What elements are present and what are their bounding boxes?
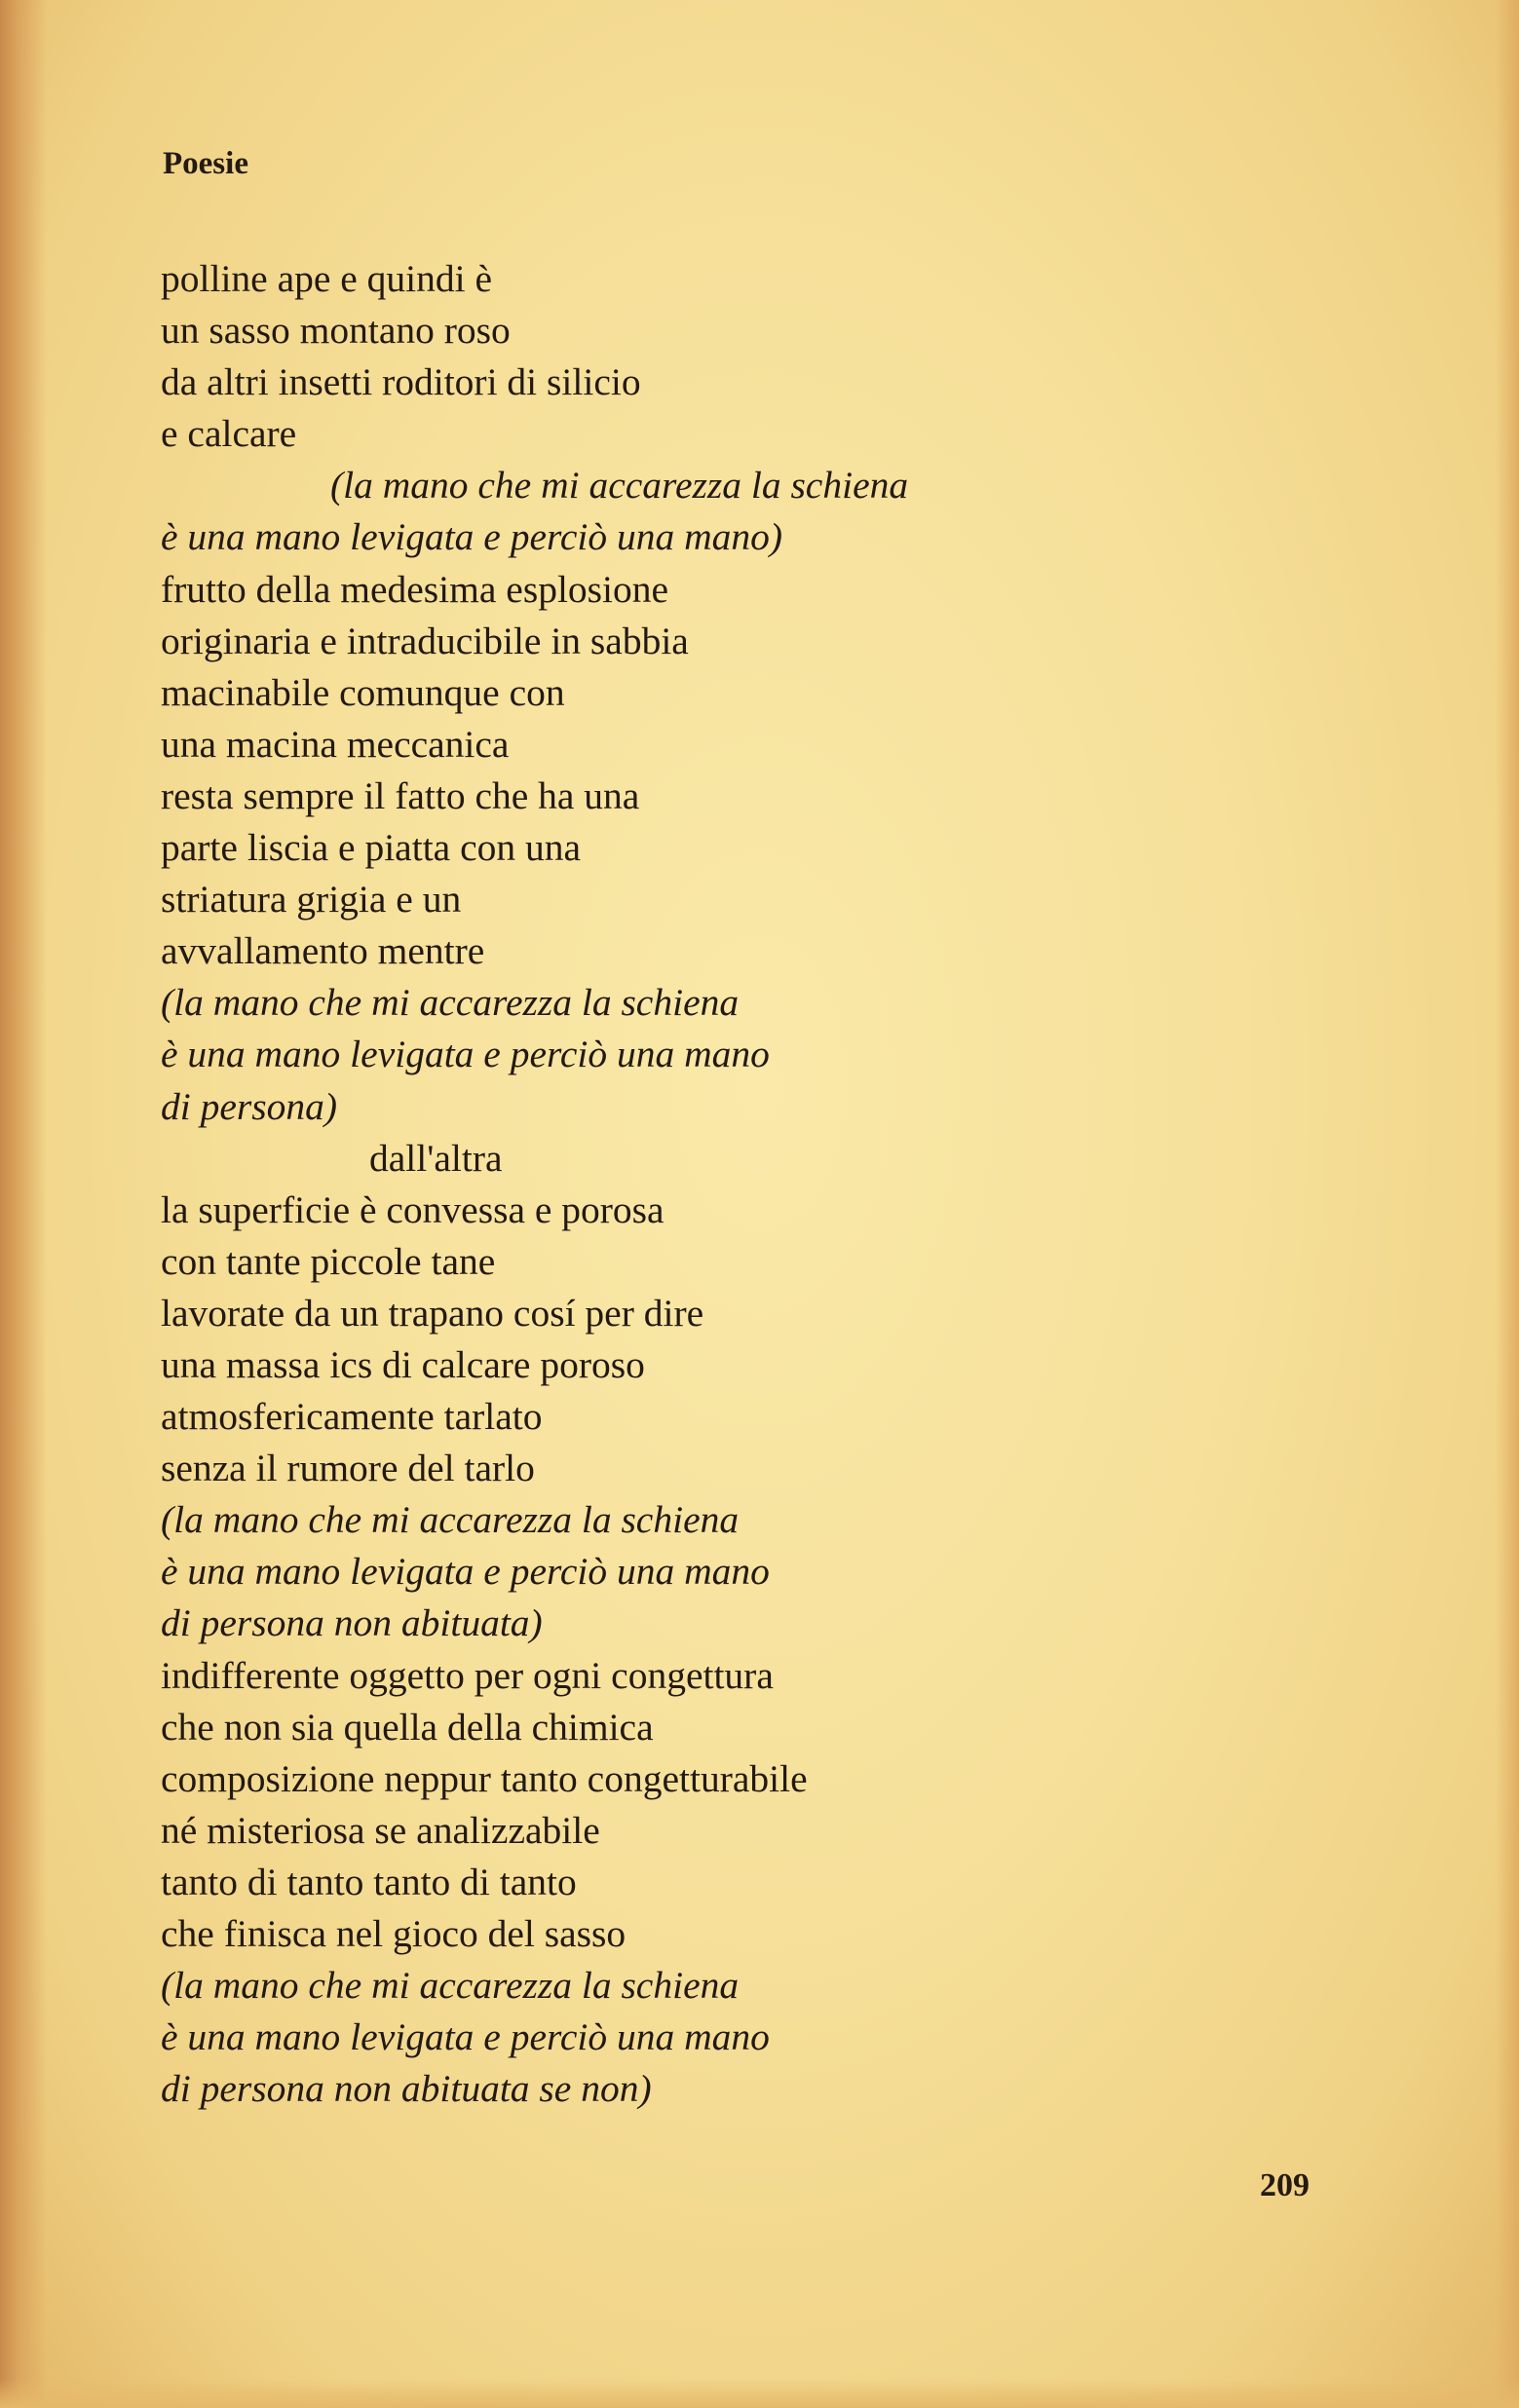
poem-line: atmosfericamente tarlato <box>161 1395 543 1439</box>
page-edge-left <box>0 0 47 2408</box>
poem-line: lavorate da un trapano cosí per dire <box>161 1291 704 1335</box>
page-edge-right <box>1496 0 1519 2408</box>
poem-refrain-line: (la mano che mi accarezza la schiena <box>161 1964 740 2008</box>
poem-line: originaria e intraducibile in sabbia <box>161 619 689 662</box>
poem-line: e calcare <box>161 412 297 456</box>
poem-line: una massa ics di calcare poroso <box>161 1342 645 1386</box>
poem-refrain-line: (la mano che mi accarezza la schiena <box>161 1498 740 1542</box>
poem-refrain-line: è una mano levigata e perciò una mano <box>161 1550 770 1594</box>
poem-line: macinabile comunque con <box>161 670 565 714</box>
poem-line: parte liscia e piatta con una <box>161 826 582 870</box>
poem-line: resta sempre il fatto che ha una <box>161 773 640 817</box>
poem-line: da altri insetti roditori di silicio <box>161 360 641 404</box>
poem-refrain-line: di persona non abituata se non) <box>161 2067 652 2111</box>
poem-refrain-line: (la mano che mi accarezza la schiena <box>161 981 740 1025</box>
poem-line: con tante piccole tane <box>161 1239 496 1283</box>
poem-line: che non sia quella della chimica <box>161 1705 654 1749</box>
poem-line: indifferente oggetto per ogni congettura <box>161 1653 774 1697</box>
poem-line: senza il rumore del tarlo <box>161 1447 535 1490</box>
poem-line: la superficie è convessa e porosa <box>161 1187 665 1231</box>
poem-body <box>161 253 1135 2115</box>
page-number: 209 <box>1260 2167 1310 2203</box>
running-header: Poesie <box>163 146 248 181</box>
poem-refrain-line: di persona) <box>161 1084 338 1128</box>
poem-line: tanto di tanto tanto di tanto <box>161 1860 577 1903</box>
poem-line: composizione neppur tanto congetturabile <box>161 1756 808 1800</box>
poem-refrain-line: (la mano che mi accarezza la schiena <box>330 464 909 508</box>
poem-line: polline ape e quindi è <box>161 257 493 300</box>
poem-line: che finisca nel gioco del sasso <box>161 1912 627 1955</box>
poem-line: un sasso montano roso <box>161 309 511 353</box>
page-edge-bottom <box>0 2379 1519 2408</box>
poem-refrain-line: è una mano levigata e perciò una mano <box>161 2015 770 2059</box>
poem-line: striatura grigia e un <box>161 878 462 922</box>
poem-refrain-line: è una mano levigata e perciò una mano) <box>161 515 783 559</box>
poem-line: frutto della medesima esplosione <box>161 567 669 611</box>
poem-line: una macina meccanica <box>161 722 510 766</box>
poem-refrain-line: di persona non abituata) <box>161 1601 543 1645</box>
poem-refrain-line: è una mano levigata e perciò una mano <box>161 1033 770 1076</box>
poem-line: dall'altra <box>369 1136 503 1180</box>
poem-line: né misteriosa se analizzabile <box>161 1808 600 1852</box>
poem-line: avvallamento mentre <box>161 929 485 973</box>
